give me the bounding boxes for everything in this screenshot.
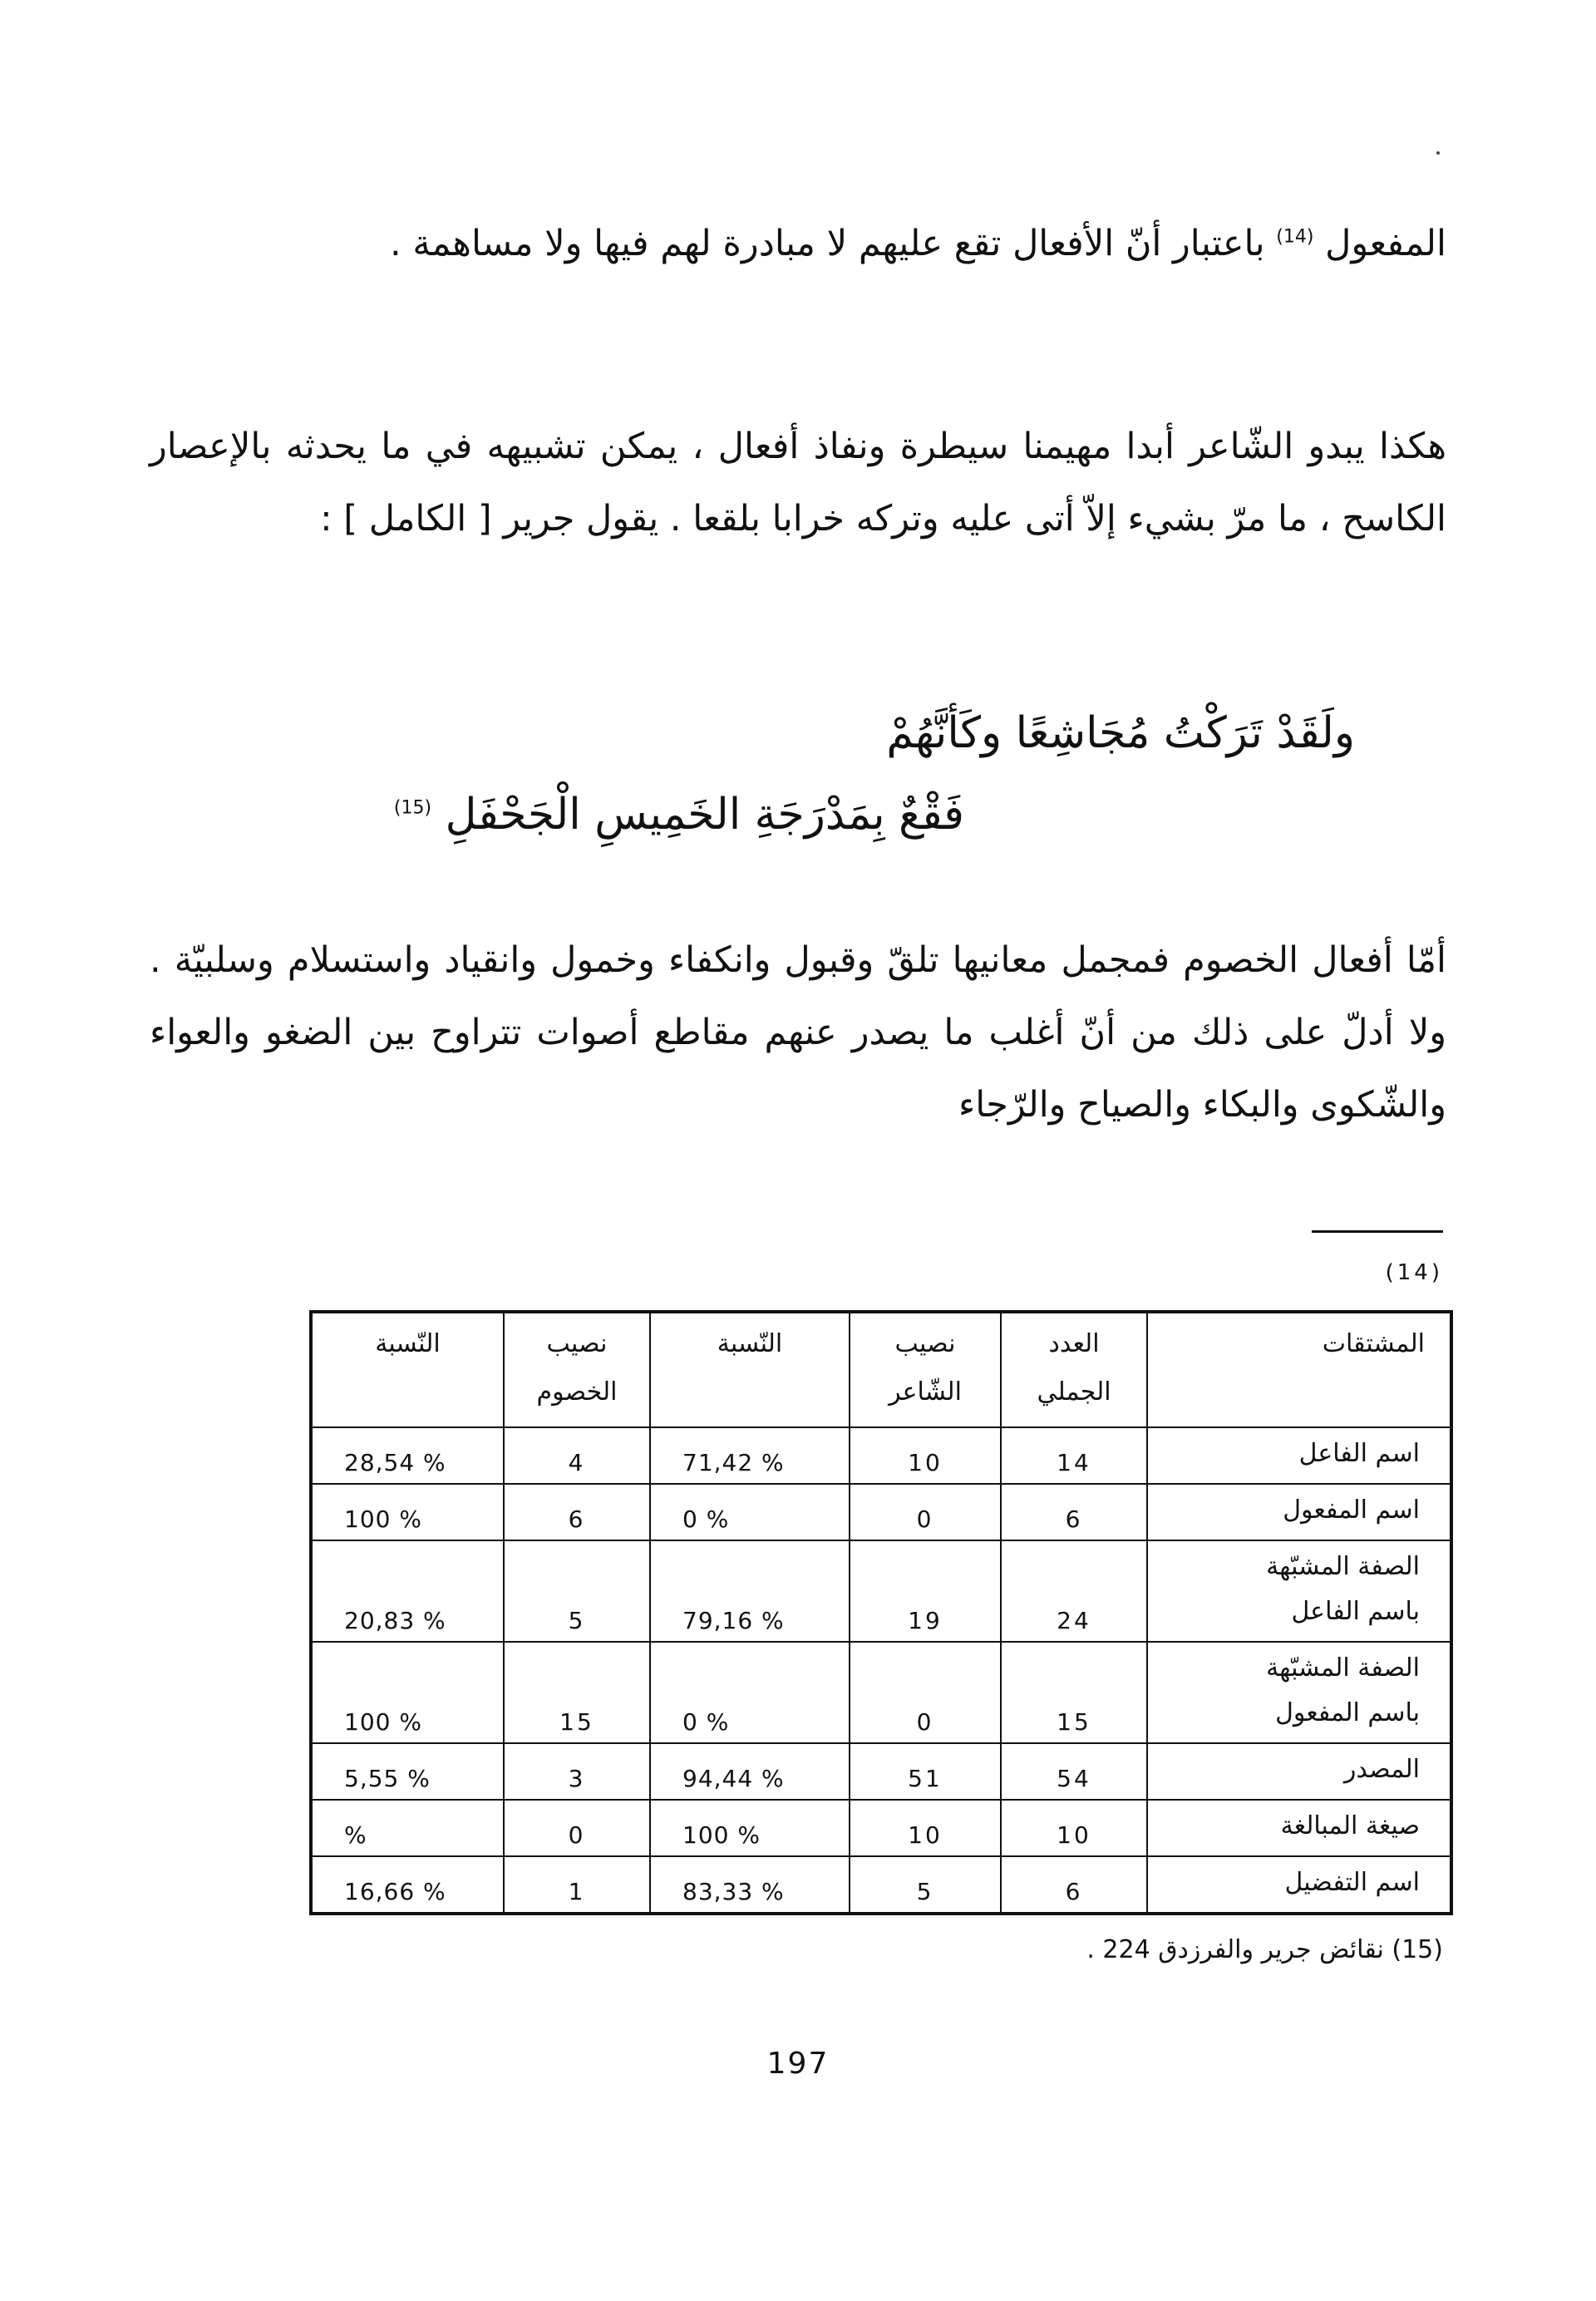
scan-speck: [1436, 151, 1440, 155]
header-poet-ratio: النّسبة: [650, 1312, 850, 1427]
table-header-row: [311, 1312, 1451, 1427]
page-number: 197: [766, 2047, 830, 2081]
footnote-ref-14[interactable]: (14): [1276, 226, 1314, 248]
row-opponents-ratio: 5,55 %: [311, 1743, 504, 1800]
row-opponents-ratio: 100 %: [311, 1642, 504, 1743]
row-label: اسم المفعول: [1147, 1484, 1451, 1540]
table-row: [311, 1484, 1451, 1540]
derivatives-table: [309, 1310, 1453, 1915]
row-label-line2: باسم الفاعل: [1291, 1597, 1420, 1626]
row-opponents-ratio: 16,66 %: [311, 1856, 504, 1914]
paragraph-3: أمّا أفعال الخصوم فمجمل معانيها تلقّ وقبول وانكفاء وخمول وانقياد واستسلام وسلبيّة . ولا أدلّ على ذلك من أنّ أغلب ما يصدر عنهم مقاطع أصوات تتراوح بين الضغو والعواء والشّكوى والبكاء والصياح والرّجاء: [150, 939, 1446, 1126]
header-opponents-share: [504, 1312, 650, 1427]
row-opponents-ratio: 100 %: [311, 1484, 504, 1540]
row-poet-ratio: 79,16 %: [650, 1540, 850, 1642]
verse-line-1: ولَقَدْ تَرَكْتُ مُجَاشِعًا وكَأنَّهُمْ: [886, 708, 1355, 758]
header-opponents-ratio: النّسبة: [311, 1312, 504, 1427]
row-poet-share: 0: [850, 1484, 1001, 1540]
row-opponents-share: 1: [504, 1856, 650, 1914]
row-total: 6: [1001, 1484, 1147, 1540]
row-opponents-ratio: 28,54 %: [311, 1427, 504, 1484]
row-total: 15: [1001, 1642, 1147, 1743]
paragraph-1: [150, 208, 1446, 280]
table-row: [311, 1743, 1451, 1800]
header-total-line2: الجملي: [1037, 1377, 1111, 1407]
row-opponents-share: 6: [504, 1484, 650, 1540]
paragraph-1-rest: باعتبار أنّ الأفعال تقع عليهم لا مبادرة لهم فيها ولا مساهمة .: [390, 223, 1265, 264]
paragraph-2: هكذا يبدو الشّاعر أبدا مهيمنا سيطرة ونفاذ أفعال ، يمكن تشبيهه في ما يحدثه بالإعصار الكاسح ، ما مرّ بشيء إلاّ أتى عليه وتركه خرابا بلقعا . يقول جرير [ الكامل ] :: [150, 426, 1446, 540]
row-opponents-share: 5: [504, 1540, 650, 1642]
row-label: [1147, 1642, 1451, 1743]
table-row: [311, 1856, 1451, 1914]
header-opp-line2: الخصوم: [536, 1377, 618, 1407]
row-opponents-share: 15: [504, 1642, 650, 1743]
header-poet-share: [850, 1312, 1001, 1427]
row-label-line2: باسم المفعول: [1275, 1698, 1420, 1727]
row-label-line1: الصفة المشبّهة: [1266, 1552, 1420, 1581]
row-opponents-ratio: 20,83 %: [311, 1540, 504, 1642]
row-label: اسم الفاعل: [1147, 1427, 1451, 1484]
row-poet-share: 5: [850, 1856, 1001, 1914]
table-row: [311, 1642, 1451, 1743]
footnote-14-label: (14): [1385, 1260, 1443, 1285]
footnote-ref-15[interactable]: (15): [393, 797, 432, 819]
paragraph-1-start: المفعول: [1325, 223, 1446, 264]
row-poet-ratio: 71,42 %: [650, 1427, 850, 1484]
table-row: [311, 1540, 1451, 1642]
row-total: 14: [1001, 1427, 1147, 1484]
row-poet-ratio: 100 %: [650, 1800, 850, 1856]
row-total: 54: [1001, 1743, 1147, 1800]
header-derivatives: المشتقات: [1147, 1312, 1451, 1427]
row-poet-ratio: 83,33 %: [650, 1856, 850, 1914]
row-total: 24: [1001, 1540, 1147, 1642]
row-label: [1147, 1540, 1451, 1642]
header-poet-line1: نصيب: [894, 1329, 956, 1358]
row-opponents-share: 4: [504, 1427, 650, 1484]
verse-line-2-text: فَقْعٌ بِمَدْرَجَةِ الخَمِيسِ الْجَحْفَلِ: [445, 790, 964, 840]
row-label: المصدر: [1147, 1743, 1451, 1800]
table-row: [311, 1800, 1451, 1856]
row-total: 6: [1001, 1856, 1147, 1914]
header-total: [1001, 1312, 1147, 1427]
table-row: [311, 1427, 1451, 1484]
row-opponents-share: 3: [504, 1743, 650, 1800]
row-poet-share: 10: [850, 1800, 1001, 1856]
row-opponents-share: 0: [504, 1800, 650, 1856]
header-total-line1: العدد: [1048, 1329, 1100, 1358]
row-poet-ratio: 94,44 %: [650, 1743, 850, 1800]
row-poet-ratio: 0 %: [650, 1484, 850, 1540]
row-label: صيغة المبالغة: [1147, 1800, 1451, 1856]
footnote-15-source: (15) نقائض جرير والفرزدق 224 .: [1086, 1935, 1443, 1964]
row-opponents-ratio: %: [311, 1800, 504, 1856]
row-label-line1: الصفة المشبّهة: [1266, 1653, 1420, 1683]
row-poet-ratio: 0 %: [650, 1642, 850, 1743]
header-poet-line2: الشّاعر: [889, 1377, 962, 1407]
row-poet-share: 0: [850, 1642, 1001, 1743]
row-label: اسم التفضيل: [1147, 1856, 1451, 1914]
row-poet-share: 19: [850, 1540, 1001, 1642]
footnote-separator: [1312, 1230, 1443, 1233]
row-total: 10: [1001, 1800, 1147, 1856]
header-opp-line1: نصيب: [546, 1329, 608, 1358]
row-poet-share: 10: [850, 1427, 1001, 1484]
verse-line-2: [394, 781, 964, 848]
row-poet-share: 51: [850, 1743, 1001, 1800]
